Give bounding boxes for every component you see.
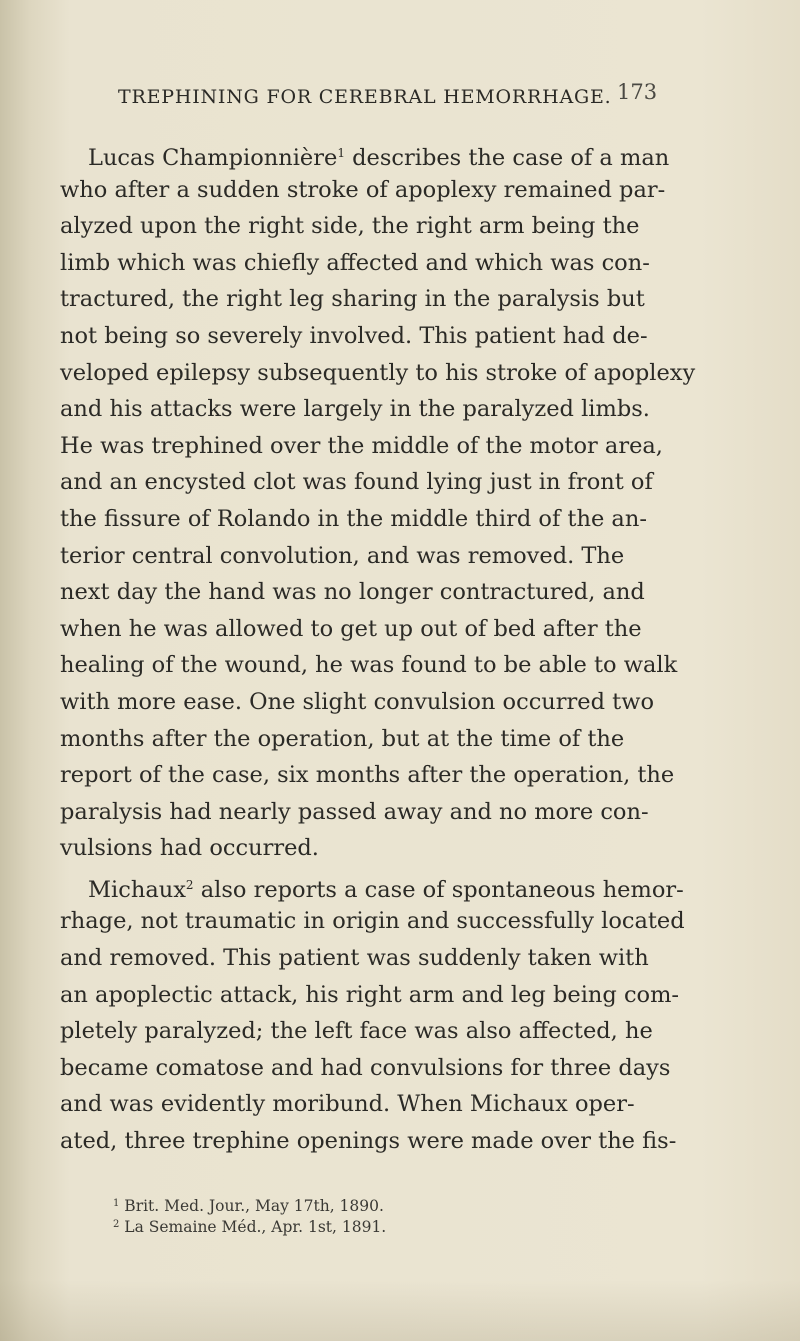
text-line: terior central convolution, and was removed. The: [60, 542, 625, 569]
footnote: $^1$ Brit. Med. Jour., May 17th, 1890.: [113, 1197, 384, 1215]
text-line: and an encysted clot was found lying just in front of: [60, 469, 653, 496]
text-line: months after the operation, but at the time of the: [60, 725, 625, 752]
footnote-ref: 1: [337, 146, 345, 160]
text-line: veloped epilepsy subsequently to his stroke of apoplexy: [60, 359, 696, 386]
text-line: report of the case, six months after the operation, the: [60, 762, 675, 789]
text-line: became comatose and had convulsions for three days: [60, 1054, 671, 1081]
text-line: and removed. This patient was suddenly taken with: [60, 945, 649, 972]
text-line: Michaux$^2$ also reports a case of spontaneous hemor-: [88, 876, 684, 903]
footnotes: [113, 1193, 633, 1235]
text-line: paralysis had nearly passed away and no more con-: [60, 798, 649, 825]
text-line: the fissure of Rolando in the middle third of the an-: [60, 505, 647, 532]
footnote-ref: 2: [185, 877, 194, 892]
page-edge-shadow: [0, 1280, 800, 1341]
text-line: an apoplectic attack, his right arm and leg being com-: [60, 981, 680, 1008]
text-line: not being so severely involved. This patient had de-: [60, 322, 648, 349]
text-line: who after a sudden stroke of apoplexy remained par-: [60, 176, 666, 203]
text-line: with more ease. One slight convulsion occurred two: [60, 688, 655, 715]
text-line: next day the hand was no longer contractured, and: [60, 579, 645, 606]
text-line: vulsions had occurred.: [60, 835, 319, 862]
page-number: 173: [617, 80, 658, 104]
text-line: ated, three trephine openings were made over the fis-: [60, 1128, 677, 1155]
text-line: when he was allowed to get up out of bed after the: [60, 615, 642, 642]
text-line: and was evidently moribund. When Michaux oper-: [60, 1091, 635, 1118]
body-text: [60, 135, 696, 1160]
text-line: limb which was chiefly affected and which was con-: [60, 249, 650, 276]
running-header: TREPHINING FOR CEREBRAL HEMORRHAGE.: [118, 86, 612, 108]
text-line: He was trephined over the middle of the motor area,: [60, 432, 663, 459]
text-line: rhage, not traumatic in origin and successfully located: [60, 908, 685, 935]
text-line: and his attacks were largely in the paralyzed limbs.: [60, 396, 650, 423]
text-line: alyzed upon the right side, the right arm being the: [60, 213, 640, 240]
text-line: tractured, the right leg sharing in the paralysis but: [60, 286, 645, 313]
footnote: $^2$ La Semaine Méd., Apr. 1st, 1891.: [113, 1218, 387, 1236]
text-line: healing of the wound, he was found to be able to walk: [60, 652, 678, 679]
text-line: Lucas Championnière$^1$ describes the case of a man: [88, 145, 670, 171]
text-line: pletely paralyzed; the left face was also affected, he: [60, 1018, 653, 1045]
